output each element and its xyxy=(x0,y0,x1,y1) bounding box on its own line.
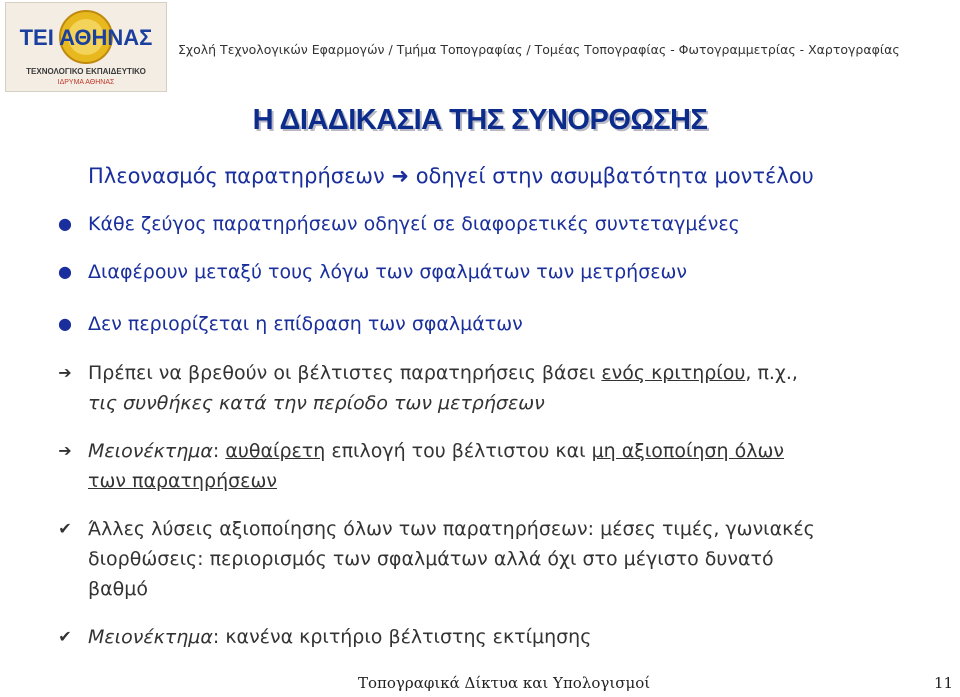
point-item-2 xyxy=(52,436,932,496)
logo-line1: ΤΕΧΝΟΛΟΓΙΚΟ ΕΚΠΑΙΔΕΥΤΙΚΟ xyxy=(26,67,146,76)
bullet-text: Διαφέρουν μεταξύ τους λόγω των σφαλμάτων των μετρήσεων xyxy=(88,261,688,283)
point-text xyxy=(88,514,932,604)
bullet-item-2 xyxy=(52,257,932,287)
point1-text-a: Πρέπει να βρεθούν οι βέλτιστες παρατηρήσεις βάσει xyxy=(88,362,602,384)
point1-link[interactable]: ενός κριτηρίου xyxy=(601,362,746,384)
point3-line1: Άλλες λύσεις αξιοποίησης όλων των παρατηρήσεων: μέσες τιμές, γωνιακές xyxy=(88,518,815,540)
point-item-3 xyxy=(52,514,932,604)
footer-course-title: Τοπογραφικά Δίκτυα και Υπολογισμοί xyxy=(358,674,651,692)
point2-mid: επιλογή του βέλτιστου και xyxy=(325,440,592,462)
logo-line2: ΙΔΡΥΜΑ ΑΘΗΝΑΣ xyxy=(57,79,115,86)
point-text xyxy=(88,436,932,496)
point3-line3: βαθμό xyxy=(88,578,148,600)
check-bullet-icon: ✔ xyxy=(58,627,72,646)
point4-rest: : κανένα κριτήριο βέλτιστης εκτίμησης xyxy=(212,626,592,648)
logo-name: ΤΕΙ ΑΘΗΝΑΣ xyxy=(19,25,153,50)
point1-line2: τις συνθήκες κατά την περίοδο των μετρήσεων xyxy=(88,392,545,414)
point3-line2: διορθώσεις: περιορισμός των σφαλμάτων αλλά όχι στο μέγιστο δυνατό xyxy=(88,548,774,570)
point2-link1[interactable]: αυθαίρετη xyxy=(225,440,326,462)
header-breadcrumb: Σχολή Τεχνολογικών Εφαρμογών / Τμήμα Τοπογραφίας / Τομέας Τοπογραφίας - Φωτογραμμετρίας - Χαρτογραφίας xyxy=(178,42,900,57)
point-text xyxy=(88,622,932,652)
logo-emblem-icon xyxy=(6,3,168,67)
slide-title: Η ΔΙΑΔΙΚΑΣΙΑ ΤΗΣ ΣΥΝΟΡΘΩΣΗΣ xyxy=(252,104,708,136)
bullet-item-1 xyxy=(52,209,932,239)
subtitle-arrow-icon: ➜ xyxy=(391,164,410,188)
bullet-item-3 xyxy=(52,309,932,339)
bullet-dot-icon: ● xyxy=(58,314,72,333)
subtitle-part1: Πλεονασμός παρατηρήσεων xyxy=(88,164,392,188)
disadvantage-label: Μειονέκτημα xyxy=(88,626,213,648)
point-item-4 xyxy=(52,622,932,652)
bullet-dot-icon: ● xyxy=(58,262,72,281)
institution-logo xyxy=(5,2,167,92)
bullet-text: Κάθε ζεύγος παρατηρήσεων οδηγεί σε διαφορετικές συντεταγμένες xyxy=(88,213,740,235)
arrow-bullet-icon: ➔ xyxy=(58,363,72,382)
point-item-1 xyxy=(52,358,932,418)
check-bullet-icon: ✔ xyxy=(58,519,72,538)
bullet-text: Δεν περιορίζεται η επίδραση των σφαλμάτων xyxy=(88,313,523,335)
slide-subtitle xyxy=(88,164,814,188)
subtitle-part2: οδηγεί στην ασυμβατότητα μοντέλου xyxy=(409,164,814,188)
bullet-dot-icon: ● xyxy=(58,214,72,233)
disadvantage-label: Μειονέκτημα xyxy=(88,440,213,462)
page-number: 11 xyxy=(934,674,954,692)
point2-colon: : xyxy=(212,440,226,462)
point2-link2[interactable]: μη αξιοποίηση όλων xyxy=(591,440,784,462)
point1-text-b: , π.χ., xyxy=(745,362,798,384)
point2-line2[interactable]: των παρατηρήσεων xyxy=(88,470,277,492)
point-text xyxy=(88,358,932,418)
arrow-bullet-icon: ➔ xyxy=(58,441,72,460)
